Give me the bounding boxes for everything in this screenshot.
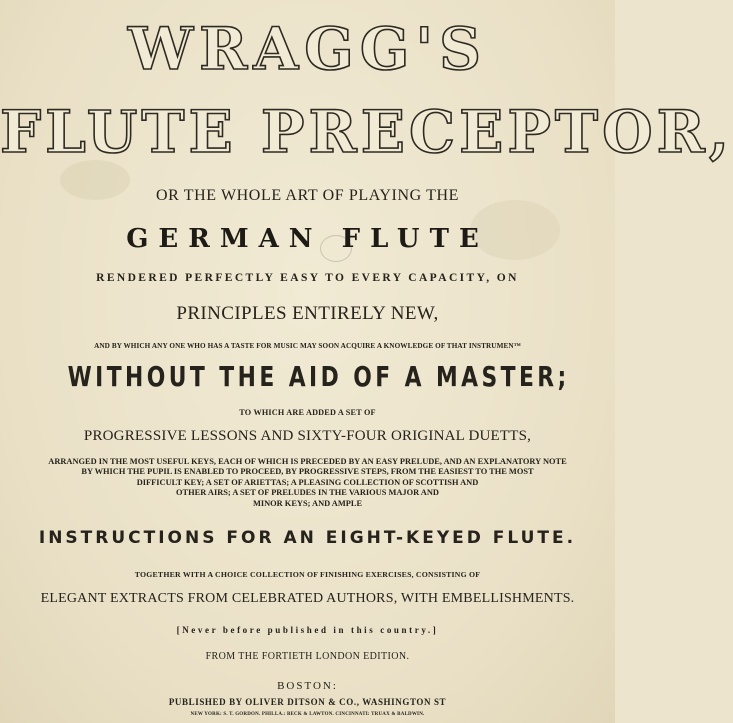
without-master-heading: WITHOUT THE AID OF A MASTER;	[67, 360, 570, 393]
arranged-paragraph	[0, 457, 615, 509]
never-before-line: [Never before published in this country.]	[176, 625, 439, 635]
taste-line: AND BY WHICH ANY ONE WHO HAS A TASTE FOR MUSIC MAY SOON ACQUIRE A KNOWLEDGE OF THAT INSTRUMEN™	[94, 342, 521, 350]
publisher-prefix: PUBLISHED BY	[168, 697, 246, 707]
arranged-line: MINOR KEYS; AND AMPLE	[252, 498, 363, 508]
lessons-line: PROGRESSIVE LESSONS AND SIXTY-FOUR ORIGINAL DUETTS,	[83, 428, 532, 444]
instructions-heading: INSTRUCTIONS FOR AN EIGHT-KEYED FLUTE.	[38, 528, 577, 548]
arranged-line: ARRANGED IN THE MOST USEFUL KEYS, EACH OF WHICH IS PRECEDED BY AN EASY PRELUDE, AND AN EXPLANATORY NOTE	[48, 457, 567, 466]
extracts-line: ELEGANT EXTRACTS FROM CELEBRATED AUTHORS, WITH EMBELLISHMENTS.	[40, 591, 575, 606]
arranged-line: DIFFICULT KEY; A SET OF ARIETTAS; A PLEASING COLLECTION OF SCOTTISH AND	[136, 477, 479, 487]
arranged-line: OTHER AIRS; A SET OF PRELUDES IN THE VARIOUS MAJOR AND	[176, 488, 439, 498]
instrument-heading: GERMAN FLUTE	[126, 224, 489, 254]
principles-line: PRINCIPLES ENTIRELY NEW,	[176, 303, 439, 324]
edition-line: FROM THE FORTIETH LONDON EDITION.	[205, 651, 410, 662]
added-line: TO WHICH ARE ADDED A SET OF	[239, 408, 376, 417]
together-line: TOGETHER WITH A CHOICE COLLECTION OF FINISHING EXERCISES, CONSISTING OF	[134, 570, 481, 579]
publisher-line	[0, 697, 615, 707]
city-line: BOSTON:	[277, 680, 338, 692]
title-author: WRAGG'S	[127, 15, 488, 83]
arranged-line: BY WHICH THE PUPIL IS ENABLED TO PROCEED, BY PROGRESSIVE STEPS, FROM THE EASIEST TO THE MOST	[81, 467, 534, 477]
title-work: FLUTE PRECEPTOR,	[0, 98, 733, 166]
publisher-suffix: WASHINGTON ST	[359, 697, 447, 707]
subtitle: OR THE WHOLE ART OF PLAYING THE	[156, 187, 459, 204]
rendered-line: RENDERED PERFECTLY EASY TO EVERY CAPACITY, ON	[96, 272, 519, 284]
publisher-name: OLIVER DITSON & CO.,	[245, 697, 360, 707]
agents-line: NEW YORK: S. T. GORDON. PHILLA.: BECK & LAWTON. CINCINNATI: TRUAX & BALDWIN.	[190, 712, 425, 717]
